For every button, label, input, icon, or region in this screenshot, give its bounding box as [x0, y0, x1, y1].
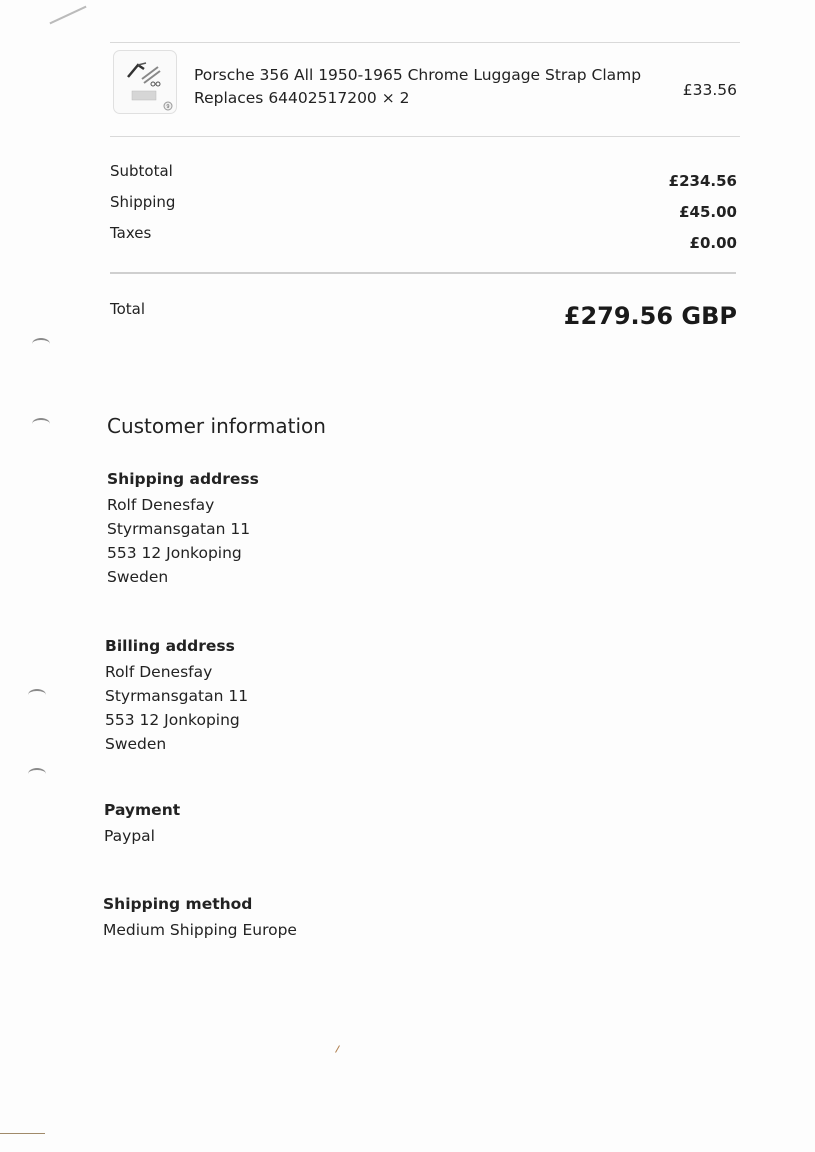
shipping-address-country: Sweden [107, 568, 169, 586]
customer-information-heading: Customer information [107, 414, 326, 438]
payment-heading: Payment [104, 801, 181, 819]
total-label: Total [110, 300, 146, 318]
divider-top [110, 42, 740, 43]
shipping-address-street: Styrmansgatan 11 [107, 520, 251, 538]
scan-mark [49, 6, 86, 25]
billing-address-city: 553 12 Jonkoping [105, 711, 240, 729]
subtotal-value: £234.56 [668, 172, 737, 190]
billing-address-street: Styrmansgatan 11 [105, 687, 249, 705]
payment-block [104, 801, 180, 848]
scan-edge [0, 1133, 45, 1134]
punch-hole-mark [28, 689, 46, 701]
product-title [194, 64, 641, 110]
punch-hole-mark [28, 768, 46, 780]
luggage-strap-clamp-icon [114, 51, 176, 113]
shipping-method-heading: Shipping method [103, 895, 253, 913]
punch-hole-mark [32, 418, 50, 430]
shipping-value: £45.00 [679, 203, 737, 221]
taxes-label: Taxes [110, 224, 152, 242]
divider-before-total [110, 272, 736, 274]
svg-text:9: 9 [166, 104, 170, 110]
taxes-value: £0.00 [689, 234, 737, 252]
product-price: £33.56 [682, 81, 737, 99]
subtotal-label: Subtotal [110, 162, 173, 180]
product-title-line2: Replaces 64402517200 × 2 [194, 89, 410, 107]
shipping-address-name: Rolf Denesfay [107, 496, 215, 514]
shipping-address-city: 553 12 Jonkoping [107, 544, 242, 562]
total-value: £279.56 GBP [563, 302, 737, 330]
product-title-line1: Porsche 356 All 1950-1965 Chrome Luggage Strap Clamp [194, 66, 642, 84]
scan-speck [335, 1045, 340, 1052]
shipping-method-block [103, 895, 297, 942]
payment-value: Paypal [104, 827, 155, 845]
shipping-address-block [107, 470, 259, 589]
billing-address-heading: Billing address [105, 637, 235, 655]
billing-address-block [105, 637, 248, 756]
shipping-method-value: Medium Shipping Europe [103, 921, 297, 939]
shipping-address-heading: Shipping address [107, 470, 259, 488]
product-thumbnail [113, 50, 177, 114]
divider-after-item [110, 136, 740, 137]
shipping-label: Shipping [110, 193, 176, 211]
billing-address-country: Sweden [105, 735, 167, 753]
billing-address-name: Rolf Denesfay [105, 663, 213, 681]
punch-hole-mark [32, 338, 50, 350]
